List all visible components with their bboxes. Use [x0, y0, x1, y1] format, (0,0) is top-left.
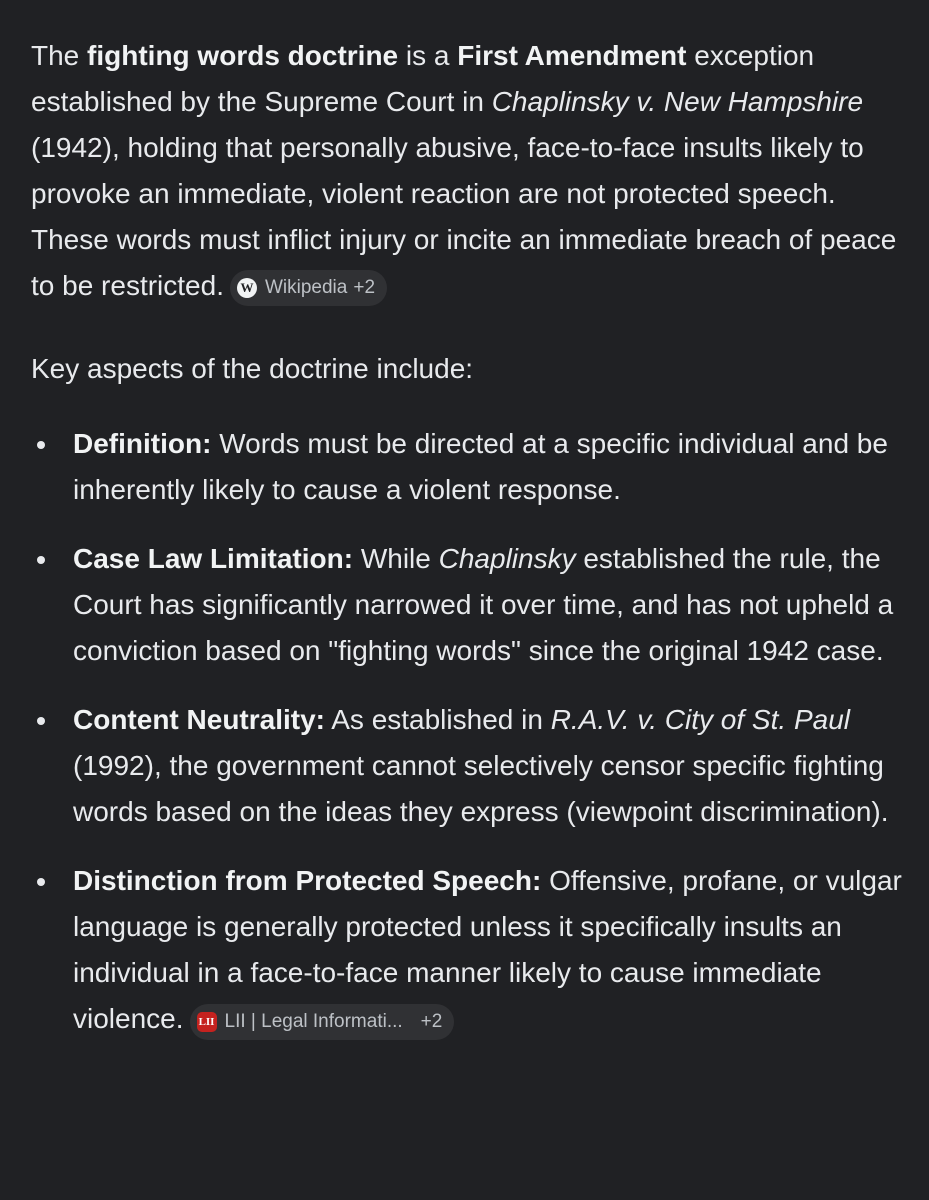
list-item-case-law-limitation: [31, 536, 906, 674]
bullet-icon: [37, 878, 45, 886]
list-item-heading: Content Neutrality:: [73, 704, 325, 735]
bullet-icon: [37, 441, 45, 449]
source-chip-count: +2: [353, 277, 376, 298]
wikipedia-icon: W: [237, 278, 257, 298]
list-item-definition: [31, 421, 906, 513]
list-item-heading: Case Law Limitation:: [73, 543, 354, 574]
term-fighting-words: fighting words doctrine: [87, 40, 399, 71]
list-item-text: While: [353, 543, 439, 574]
intro-text: The: [31, 40, 88, 71]
list-item-heading: Distinction from Protected Speech:: [73, 865, 542, 896]
case-name-rav: R.A.V. v. City of St. Paul: [550, 704, 850, 735]
list-item-distinction: [31, 858, 906, 1042]
lii-icon: LII: [197, 1012, 217, 1032]
source-chip-label: LII | Legal Informati...: [224, 1011, 403, 1032]
list-item-text: As established in: [325, 704, 551, 735]
source-chip-count: +2: [420, 1011, 443, 1032]
list-item-text: Words must be directed at a specific individual and be inherently likely to cause a violent response.: [73, 428, 888, 505]
bullet-icon: [37, 556, 45, 564]
source-chip-label: Wikipedia: [264, 277, 348, 298]
list-lead: Key aspects of the doctrine include:: [31, 353, 474, 384]
intro-text: is a: [398, 40, 458, 71]
case-name-chaplinsky: Chaplinsky: [438, 543, 576, 574]
list-item-heading: Definition:: [73, 428, 212, 459]
case-name-chaplinsky: Chaplinsky v. New Hampshire: [491, 86, 864, 117]
intro-text: exception established by the Supreme Court in: [31, 40, 815, 117]
intro-paragraph: [31, 33, 906, 309]
aspects-list: [31, 421, 906, 1042]
list-item-text: Offensive, profane, or vulgar language is generally protected unless it specifically insults an individual in a face-to-face manner likely to cause immediate violence.: [73, 865, 902, 1034]
list-item-content-neutrality: [31, 697, 906, 835]
term-first-amendment: First Amendment: [457, 40, 687, 71]
list-item-text: (1992), the government cannot selectively censor specific fighting words based on the ideas they express (viewpoint discrimination).: [73, 750, 889, 827]
intro-text: (1942), holding that personally abusive, face-to-face insults likely to provoke an immediate, violent reaction are not protected speech. These words must inflict injury or incite an immediate breach of peace to be restricted.: [31, 132, 897, 301]
source-chip-wikipedia[interactable]: [230, 270, 387, 306]
ai-answer: [31, 33, 906, 1065]
source-chip-lii[interactable]: [190, 1004, 455, 1040]
list-item-text: established the rule, the Court has significantly narrowed it over time, and has not upheld a conviction based on "fighting words" since the original 1942 case.: [73, 543, 894, 666]
bullet-icon: [37, 717, 45, 725]
